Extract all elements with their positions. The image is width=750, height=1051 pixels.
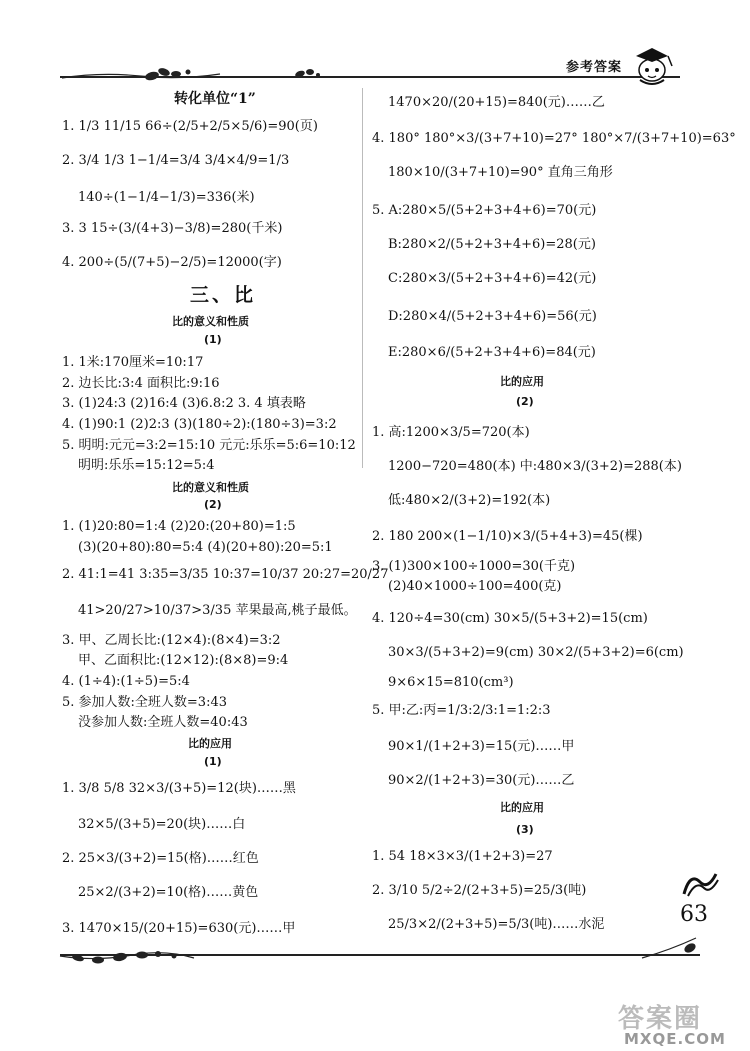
answer-line: 甲、乙面积比:(12×12):(8×8)=9:4 bbox=[78, 653, 289, 668]
answer-line: (2)40×1000÷100=400(克) bbox=[388, 579, 562, 594]
answer-line: 1200−720=480(本) 中:480×3/(3+2)=288(本) bbox=[388, 459, 682, 474]
answer-line: 低:480×2/(3+2)=192(本) bbox=[388, 493, 551, 508]
answer-line: 2. 41:1=41 3:35=3/35 10:37=10/37 20:27=20/27 bbox=[62, 567, 389, 582]
answer-line: 4. (1÷4):(1÷5)=5:4 bbox=[62, 674, 190, 689]
subsection-title: 比的应用 bbox=[500, 801, 544, 814]
section-title-convert: 转化单位“1” bbox=[174, 91, 256, 107]
subsection-number: (1) bbox=[204, 333, 222, 346]
subsection-number: (2) bbox=[204, 498, 222, 511]
answer-line: 30×3/(5+3+2)=9(cm) 30×2/(5+3+2)=6(cm) bbox=[388, 645, 684, 660]
answer-line: 9×6×15=810(cm³) bbox=[388, 675, 514, 690]
header-title: 参考答案 bbox=[566, 60, 623, 75]
answer-line: 2. 3/4 1/3 1−1/4=3/4 3/4×4/9=1/3 bbox=[62, 153, 290, 168]
answer-line: 25/3×2/(2+3+5)=5/3(吨)……水泥 bbox=[388, 917, 605, 932]
answer-line: 3. 甲、乙周长比:(12×4):(8×4)=3:2 bbox=[62, 633, 281, 648]
vine-decoration-top bbox=[60, 60, 330, 88]
vine-decoration-bottom-right bbox=[640, 930, 700, 966]
answer-line: 140÷(1−1/4−1/3)=336(米) bbox=[78, 190, 255, 205]
answer-line: 3. (1)24:3 (2)16:4 (3)6.8:2 3. 4 填表略 bbox=[62, 396, 306, 411]
answer-line: 1. 1/3 11/15 66÷(2/5+2/5×5/6)=90(页) bbox=[62, 119, 318, 134]
answer-line: 3. (1)300×100÷1000=30(千克) bbox=[372, 559, 576, 574]
vine-decoration-bottom bbox=[58, 942, 198, 972]
answer-line: 1. 3/8 5/8 32×3/(3+5)=12(块)……黑 bbox=[62, 781, 296, 796]
answer-line: 1. (1)20:80=1:4 (2)20:(20+80)=1:5 bbox=[62, 519, 296, 534]
answer-line: 4. 200÷(5/(7+5)−2/5)=12000(字) bbox=[62, 255, 282, 270]
subsection-number: (1) bbox=[204, 755, 222, 768]
answer-line: 明明:乐乐=15:12=5:4 bbox=[78, 458, 215, 473]
answer-line: 3. 1470×15/(20+15)=630(元)……甲 bbox=[62, 921, 296, 936]
answer-line: 41>20/27>10/37>3/35 苹果最高,桃子最低。 bbox=[78, 603, 357, 618]
answer-line: 4. 120÷4=30(cm) 30×5/(5+3+2)=15(cm) bbox=[372, 611, 648, 626]
subsection-title: 比的意义和性质 bbox=[172, 481, 249, 494]
subsection-title: 比的应用 bbox=[500, 375, 544, 388]
answer-line: 2. 边长比:3:4 面积比:9:16 bbox=[62, 376, 220, 391]
answer-line: 32×5/(3+5)=20(块)……白 bbox=[78, 817, 246, 832]
answer-line: E:280×6/(5+2+3+4+6)=84(元) bbox=[388, 345, 596, 360]
answer-line: 2. 3/10 5/2÷2/(2+3+5)=25/3(吨) bbox=[372, 883, 587, 898]
answer-line: (3)(20+80):80=5:4 (4)(20+80):20=5:1 bbox=[78, 540, 333, 555]
answer-line: D:280×4/(5+2+3+4+6)=56(元) bbox=[388, 309, 597, 324]
answer-line: 3. 3 15÷(3/(4+3)−3/8)=280(千米) bbox=[62, 221, 283, 236]
answer-line: 5. A:280×5/(5+2+3+4+6)=70(元) bbox=[372, 203, 597, 218]
answer-line: 5. 明明:元元=3:2=15:10 元元:乐乐=5:6=10:12 bbox=[62, 438, 356, 453]
mascot-illustration bbox=[622, 40, 682, 88]
header-rule bbox=[60, 76, 680, 78]
swirl-decoration bbox=[680, 868, 722, 900]
answer-line: 1. 高:1200×3/5=720(本) bbox=[372, 425, 530, 440]
subsection-number: (3) bbox=[516, 823, 534, 836]
watermark-url: MXQE.COM bbox=[624, 1030, 726, 1048]
watermark-logo: 答案圈 bbox=[618, 1004, 703, 1034]
answer-line: 180×10/(3+7+10)=90° 直角三角形 bbox=[388, 165, 613, 180]
answer-line: 没参加人数:全班人数=40:43 bbox=[78, 715, 248, 730]
subsection-title: 比的应用 bbox=[188, 737, 232, 750]
answer-line: 5. 甲:乙:丙=1/3:2/3:1=1:2:3 bbox=[372, 703, 551, 718]
column-divider bbox=[362, 88, 363, 468]
subsection-number: (2) bbox=[516, 395, 534, 408]
answer-line: 1. 1米:170厘米=10:17 bbox=[62, 355, 204, 370]
answer-line: 4. (1)90:1 (2)2:3 (3)(180÷2):(180÷3)=3:2 bbox=[62, 417, 337, 432]
answer-line: 90×2/(1+2+3)=30(元)……乙 bbox=[388, 773, 575, 788]
answer-line: 90×1/(1+2+3)=15(元)……甲 bbox=[388, 739, 575, 754]
answer-line: 5. 参加人数:全班人数=3:43 bbox=[62, 695, 228, 710]
answer-line: C:280×3/(5+2+3+4+6)=42(元) bbox=[388, 271, 597, 286]
page-number: 63 bbox=[680, 902, 708, 927]
answer-line: 1. 54 18×3×3/(1+2+3)=27 bbox=[372, 849, 553, 864]
chapter-title: 三、比 bbox=[190, 284, 257, 306]
answer-line: 2. 25×3/(3+2)=15(格)……红色 bbox=[62, 851, 259, 866]
answer-line: 2. 180 200×(1−1/10)×3/(5+4+3)=45(棵) bbox=[372, 529, 643, 544]
subsection-title: 比的意义和性质 bbox=[172, 315, 249, 328]
answer-line: 4. 180° 180°×3/(3+7+10)=27° 180°×7/(3+7+10)=63° bbox=[372, 131, 736, 146]
answer-line: 1470×20/(20+15)=840(元)……乙 bbox=[388, 95, 605, 110]
answer-line: B:280×2/(5+2+3+4+6)=28(元) bbox=[388, 237, 596, 252]
answer-line: 25×2/(3+2)=10(格)……黄色 bbox=[78, 885, 259, 900]
